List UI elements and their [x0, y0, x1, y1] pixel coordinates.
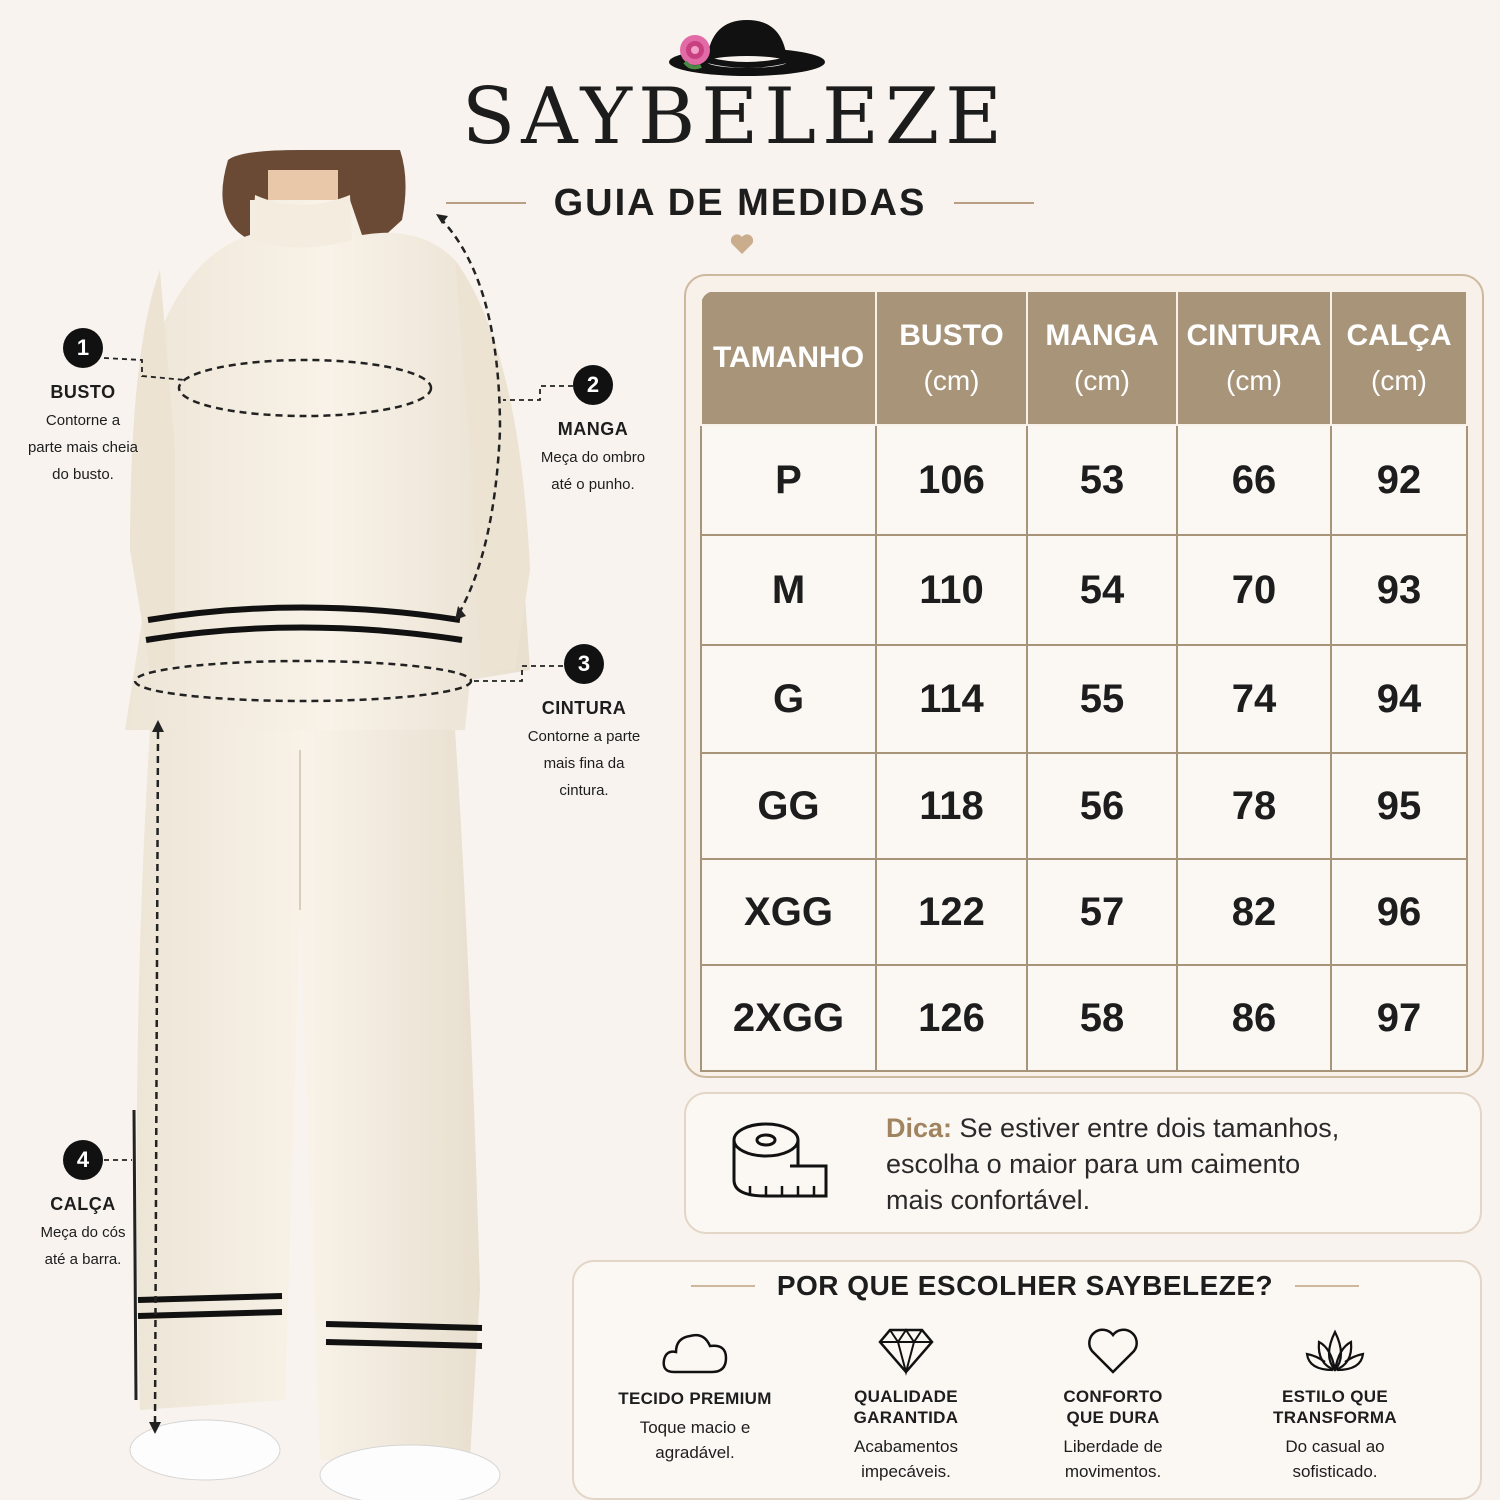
header-calca: CALÇA (cm)	[1331, 291, 1467, 425]
table-cell: 110	[876, 535, 1027, 645]
table-cell: 114	[876, 645, 1027, 753]
diamond-icon	[876, 1326, 936, 1376]
table-cell: 93	[1331, 535, 1467, 645]
divider	[954, 202, 1034, 204]
table-cell: GG	[701, 753, 876, 859]
table-cell: 66	[1177, 425, 1331, 535]
table-row	[701, 425, 1467, 535]
step-number: 3	[564, 644, 604, 684]
table-cell: G	[701, 645, 876, 753]
table-cell: 53	[1027, 425, 1177, 535]
table-cell: 95	[1331, 753, 1467, 859]
table-cell: 118	[876, 753, 1027, 859]
feature-tecido: TECIDO PREMIUM Toque macio e agradável.	[595, 1326, 795, 1465]
table-row	[701, 535, 1467, 645]
table-cell: 57	[1027, 859, 1177, 965]
table-cell: 126	[876, 965, 1027, 1071]
table-cell: 55	[1027, 645, 1177, 753]
table-cell: P	[701, 425, 876, 535]
step-number: 4	[63, 1140, 103, 1180]
callout-title: CALÇA	[50, 1194, 116, 1214]
callout-title: CINTURA	[541, 698, 627, 718]
callout-desc: Contorne a parte mais fina da cintura.	[527, 728, 641, 799]
table-cell: XGG	[701, 859, 876, 965]
why-title: POR QUE ESCOLHER SAYBELEZE?	[776, 1270, 1274, 1301]
table-cell: 58	[1027, 965, 1177, 1071]
callout-desc: Meça do ombro até o punho.	[540, 449, 646, 493]
table-header-row	[701, 291, 1467, 425]
tip-label: Dica:	[886, 1113, 953, 1143]
step-number: 1	[63, 328, 103, 368]
table-cell: 94	[1331, 645, 1467, 753]
measuring-tape-icon	[728, 1120, 832, 1204]
cloud-icon	[660, 1326, 730, 1378]
callout-desc: Meça do cós até a barra.	[40, 1224, 126, 1268]
table-cell: M	[701, 535, 876, 645]
header-cintura: CINTURA (cm)	[1177, 291, 1331, 425]
tip-text: Dica: Se estiver entre dois tamanhos, escolha o maior para um caimento mais confortável.	[886, 1113, 1340, 1215]
heart-icon	[1085, 1326, 1141, 1376]
size-table	[700, 290, 1468, 1072]
header-busto: BUSTO (cm)	[876, 291, 1027, 425]
table-cell: 2XGG	[701, 965, 876, 1071]
table-cell: 86	[1177, 965, 1331, 1071]
table-cell: 106	[876, 425, 1027, 535]
table-cell: 82	[1177, 859, 1331, 965]
brand-name: SAYBELEZE	[461, 72, 1009, 162]
header-manga: MANGA (cm)	[1027, 291, 1177, 425]
callout-desc: Contorne a parte mais cheia do busto.	[27, 412, 139, 483]
callout-manga	[518, 365, 668, 498]
table-row	[701, 645, 1467, 753]
feature-qualidade: QUALIDADE GARANTIDA Acabamentos impecáveis.	[806, 1326, 1006, 1484]
callout-calca	[8, 1140, 158, 1273]
lotus-icon	[1303, 1326, 1367, 1376]
feature-estilo: ESTILO QUE TRANSFORMA Do casual ao sofisticado.	[1235, 1326, 1435, 1484]
divider	[691, 1285, 755, 1287]
table-cell: 97	[1331, 965, 1467, 1071]
table-row	[701, 859, 1467, 965]
table-row	[701, 965, 1467, 1071]
step-number: 2	[573, 365, 613, 405]
why-heading	[572, 1270, 1478, 1302]
divider	[1295, 1285, 1359, 1287]
feature-conforto: CONFORTO QUE DURA Liberdade de movimentos.	[1013, 1326, 1213, 1484]
heart-ornament-icon	[729, 232, 755, 256]
table-cell: 70	[1177, 535, 1331, 645]
table-row	[701, 753, 1467, 859]
table-cell: 96	[1331, 859, 1467, 965]
header-tamanho: TAMANHO	[701, 291, 876, 425]
callout-busto	[8, 328, 158, 488]
callout-title: MANGA	[557, 419, 629, 439]
callout-cintura	[509, 644, 659, 804]
table-cell: 56	[1027, 753, 1177, 859]
table-cell: 78	[1177, 753, 1331, 859]
table-cell: 122	[876, 859, 1027, 965]
page-title: GUIA DE MEDIDAS	[553, 181, 927, 224]
callout-title: BUSTO	[50, 382, 116, 402]
table-cell: 54	[1027, 535, 1177, 645]
table-cell: 92	[1331, 425, 1467, 535]
table-cell: 74	[1177, 645, 1331, 753]
